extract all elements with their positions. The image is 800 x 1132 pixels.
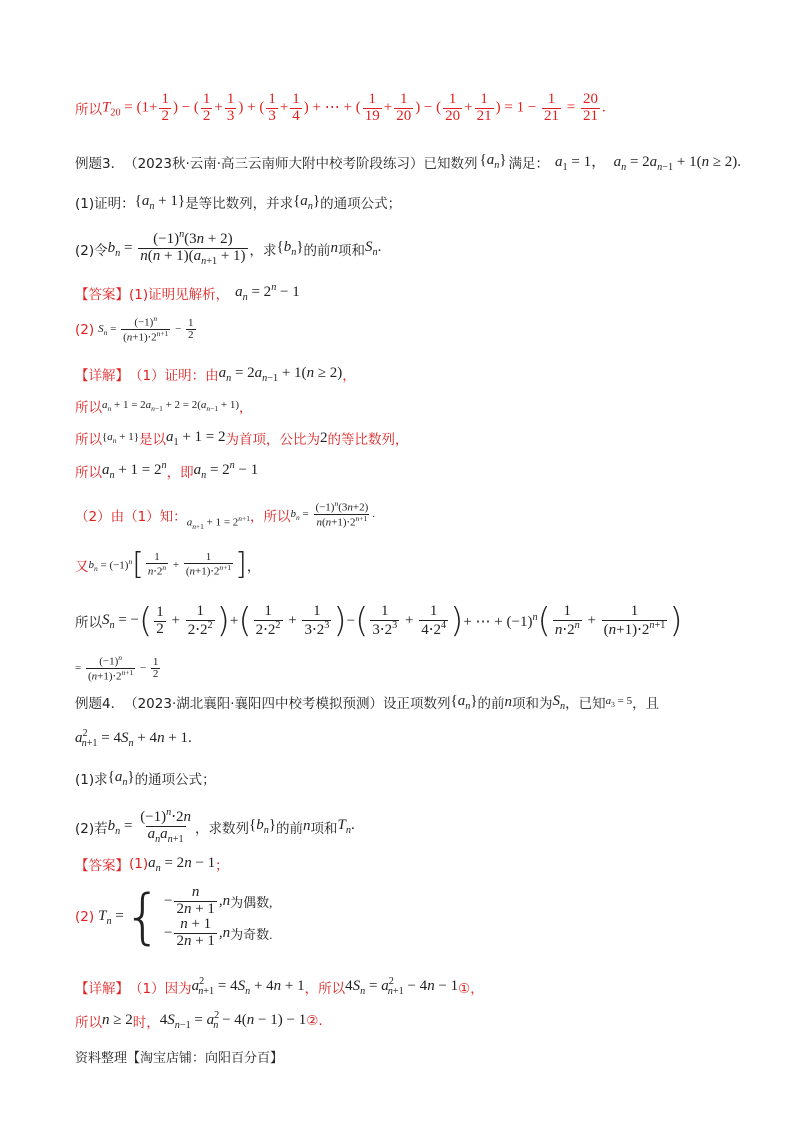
answer-tag: 【答案】 xyxy=(75,286,129,303)
example3-answer: 【答案】 (1)证明见解析， $a_n = 2^n - 1$ xyxy=(75,282,300,303)
example3-header: 例题3． （2023秋·云南·高三云南师大附中校考阶段练习）已知数列 $\{a_n\}$ 满足： $a_1 = 1$， $a_n = 2a_{n-1} + 1(n \ge 2)$. xyxy=(75,152,742,173)
example3-detail-4: 所以 $a_n + 1 = 2^n$ ，即 $a_n = 2^n - 1$ xyxy=(75,460,259,481)
example3-detail-8: = $\frac{(-1)^n}{(n+1)\cdot 2^{n+1}}$ − $\frac{1}{2}$ xyxy=(75,653,159,683)
footer-note: 资料整理【淘宝店铺：向阳百分百】 xyxy=(75,1051,284,1066)
example4-header: 例题4． （2023·湖北襄阳·襄阳四中校考模拟预测）设正项数列 $\{a_n\}$ 的前 n 项和为 $S_n$ ，已知 $a_3 = 5$ ，且 xyxy=(75,692,660,712)
example3-source: （2023秋·云南·高三云南师大附中校考阶段练习）已知数列 xyxy=(124,155,478,172)
example4-detail-2: 所以 n ≥ 2 时， $4S_{n-1} = a^2_n - 4(n - 1) - 1$ ②. xyxy=(75,1010,323,1031)
example3-answer2: (2) $S_n$ = $\frac{(-1)^n}{(n+1)\cdot 2^{n+1}}$ − $\frac{1}{2}$ xyxy=(75,314,194,344)
example3-detail-3: 所以 $\{a_n + 1\}$ 是以 $a_1 + 1 = 2$ 为首项，公比为 2 的等比数列， xyxy=(75,428,409,448)
example3-detail-6: 又 $b_n = (-1)^n$ [ $\frac{1}{n\cdot 2^n}$ + $\frac{1}{(n+1)\cdot 2^{n+1}}$ ] ， xyxy=(75,547,261,582)
t20-formula: $T_{20} = (1+$ $\frac{1}{2}$ ) − ( $\frac{1}{2}$ + $\frac{1}{3}$ ) + ( $\frac{1}{3}$ + $\frac{1}{4}$ ) + ⋯ + ( $\frac{1}{19}$ + $\frac{1}{20}$ ) − ( $\frac{1}{20}$ + $\frac{1}{21}$ ) = 1 − $\frac{1}{21}$ = $\frac{20}{21}$ . xyxy=(102,91,606,124)
example4-answer2: (2) $T_n$ = { − $\frac{n}{2n + 1}$ , n 为偶数, − $\frac{n + 1}{2n + 1}$ , n 为奇数. xyxy=(75,882,273,952)
example3-label: 例题3． xyxy=(75,155,125,172)
example4-answer: 【答案】 (1) $a_n = 2n - 1$ ； xyxy=(75,854,229,874)
t20-prefix: 所以 xyxy=(75,102,102,119)
example4-detail-1: 【详解】 （1）因为 $a^2_{n+1} = 4S_n + 4n + 1$ ，所以 $4S_n = a^2_{n+1} - 4n - 1$ ①， xyxy=(75,976,484,997)
t20-result: 20 xyxy=(583,91,598,107)
example4-source: （2023·湖北襄阳·襄阳四中校考模拟预测）设正项数列 xyxy=(124,696,451,712)
example3-detail-2: 所以 $a_n + 1 = 2a_{n-1} + 2 = 2(a_{n-1} + 1)$ ， xyxy=(75,398,253,416)
example4-condition: $a^2_{n+1} = 4S_n + 4n + 1$. xyxy=(75,728,192,749)
example3-q2: (2)令 $b_n$ = $\frac{(-1)^n(3n + 2)}{n(n + 1)(a_{n+1} + 1)}$ ，求 $\{b_n\}$ 的前 n 项和 $S_n$. xyxy=(75,229,382,267)
example3-detail-5: （2）由（1）知： $a_{n+1} + 1 = 2^{n+1}$ ，所以 $b_n$ = $\frac{(-1)^n(3n+2)}{n(n+1)\cdot 2^{n+1}}$ . xyxy=(75,499,375,532)
example4-q2: (2)若 $b_n$ = $\frac{(-1)^n\cdot 2n}{a_na_{n+1}}$ ，求数列 $\{b_n\}$ 的前 n 项和 $T_n$. xyxy=(75,807,355,845)
example3-q1: (1)证明： $\{a_n + 1\}$ 是等比数列，并求 $\{a_n\}$ 的通项公式； xyxy=(75,192,402,212)
example3-detail-1: 【详解】 （1）证明：由 $a_n = 2a_{n-1} + 1(n \ge 2)$ ， xyxy=(75,364,356,384)
t20-line xyxy=(75,92,606,125)
detail-tag: 【详解】 xyxy=(75,368,129,384)
example3-detail-7: 所以 $S_n$ = − ( $\frac{1}{2}$ + $\frac{1}{2\cdot 2^2}$ ) + ( $\frac{1}{2\cdot 2^2}$ + $\frac{1}{3\cdot 2^3}$ ) − ( $\frac{1}{3\cdot 2^3}$ + $\frac{1}{4\cdot 2^4}$ ) + ⋯ + $(-1)^n$ ( $\frac{1}{n\cdot 2^n}$ + $\frac{1}{(n+1)\cdot 2^{n+1}}$ ) xyxy=(75,601,683,642)
example4-label: 例题4． xyxy=(75,696,125,712)
example4-q1: (1)求 $\{a_n\}$ 的通项公式； xyxy=(75,768,216,788)
